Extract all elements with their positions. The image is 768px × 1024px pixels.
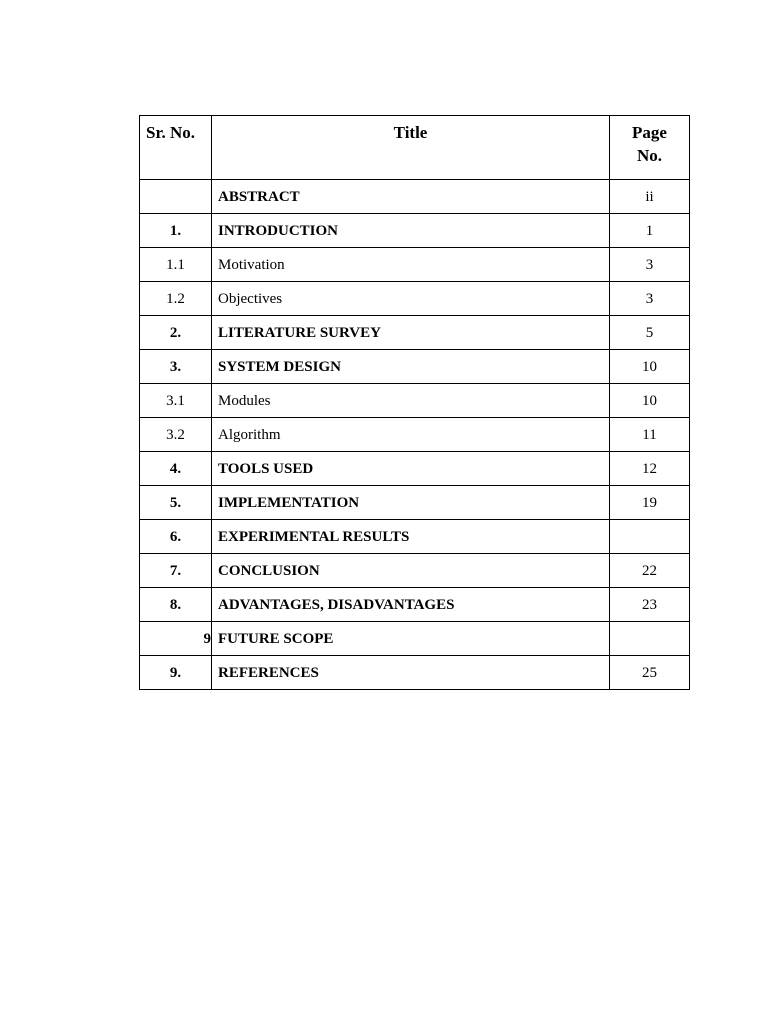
table-row [140,486,690,520]
row-title: SYSTEM DESIGN [212,350,610,384]
table-row [140,214,690,248]
row-sr-no: 6. [140,520,212,554]
row-page-no: 23 [610,588,690,622]
row-title: Modules [212,384,610,418]
row-title: Objectives [212,282,610,316]
row-title: Motivation [212,248,610,282]
table-row [140,554,690,588]
row-title: IMPLEMENTATION [212,486,610,520]
row-page-no: 5 [610,316,690,350]
row-title: LITERATURE SURVEY [212,316,610,350]
table-row [140,180,690,214]
table-row [140,656,690,690]
row-sr-no [140,180,212,214]
row-sr-no: 5. [140,486,212,520]
table-row [140,384,690,418]
page-no-header-line1: Page [632,123,667,142]
table-row [140,452,690,486]
table-of-contents [139,115,690,690]
table-header-row [140,116,690,180]
title-header: Title [212,116,610,180]
row-sr-no: 1.2 [140,282,212,316]
table-row [140,520,690,554]
row-sr-no: 2. [140,316,212,350]
row-page-no: 19 [610,486,690,520]
row-sr-no: 9 [140,622,212,656]
row-sr-no: 3.2 [140,418,212,452]
table-row [140,282,690,316]
row-page-no [610,622,690,656]
row-page-no: 1 [610,214,690,248]
row-title: ADVANTAGES, DISADVANTAGES [212,588,610,622]
row-sr-no: 1. [140,214,212,248]
row-page-no: ii [610,180,690,214]
row-title: REFERENCES [212,656,610,690]
row-title: FUTURE SCOPE [212,622,610,656]
row-sr-no: 9. [140,656,212,690]
row-sr-no: 8. [140,588,212,622]
row-page-no [610,520,690,554]
row-page-no: 25 [610,656,690,690]
table-row [140,350,690,384]
row-page-no: 12 [610,452,690,486]
sr-no-header: Sr. No. [140,116,212,180]
table-row [140,622,690,656]
row-page-no: 11 [610,418,690,452]
page-no-header-line2: No. [636,146,663,165]
row-title: ABSTRACT [212,180,610,214]
row-sr-no: 7. [140,554,212,588]
row-title: EXPERIMENTAL RESULTS [212,520,610,554]
table-row [140,248,690,282]
row-page-no: 3 [610,282,690,316]
row-sr-no: 3. [140,350,212,384]
row-sr-no: 3.1 [140,384,212,418]
row-title: INTRODUCTION [212,214,610,248]
table-row [140,588,690,622]
row-page-no: 3 [610,248,690,282]
row-title: Algorithm [212,418,610,452]
row-page-no: 22 [610,554,690,588]
row-sr-no: 4. [140,452,212,486]
row-page-no: 10 [610,384,690,418]
row-page-no: 10 [610,350,690,384]
row-title: TOOLS USED [212,452,610,486]
row-title: CONCLUSION [212,554,610,588]
table-row [140,418,690,452]
row-sr-no: 1.1 [140,248,212,282]
table-row [140,316,690,350]
page-no-header [610,116,690,180]
